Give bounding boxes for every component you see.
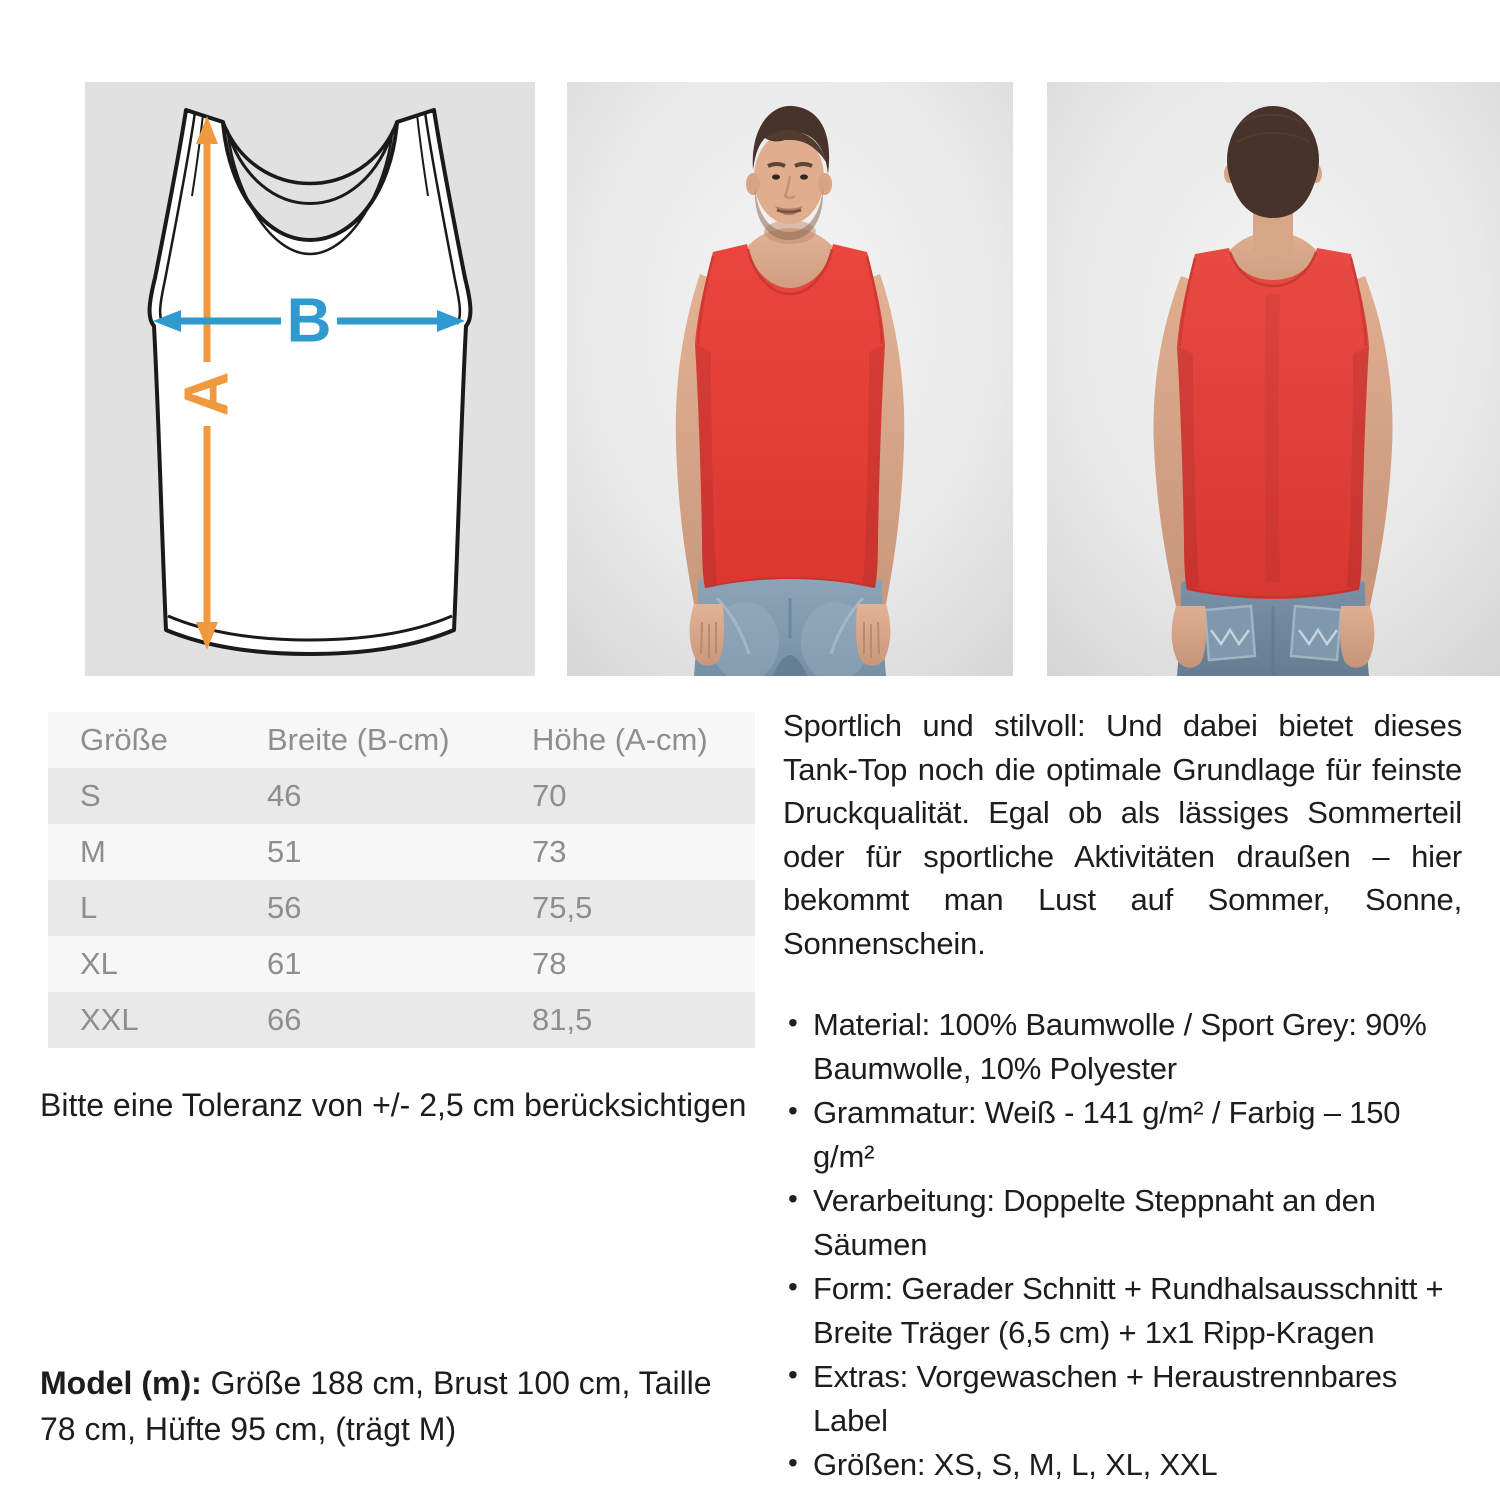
size-cell: XXL: [80, 1002, 139, 1037]
feature-item-material: • Material: 100% Baumwolle / Sport Grey: 90% Baumwolle, 10% Polyester: [783, 1003, 1462, 1091]
hoehe-cell: 78: [532, 946, 567, 981]
hoehe-cell: 73: [532, 834, 567, 869]
table-row: [48, 824, 755, 880]
table-row: [48, 880, 755, 936]
breite-cell: 46: [267, 778, 302, 813]
size-cell: M: [80, 834, 106, 869]
right-hand: [1340, 606, 1374, 668]
feature-item-verarbeitung: • Verarbeitung: Doppelte Steppnaht an den Säumen: [783, 1179, 1462, 1267]
breite-cell: 61: [267, 946, 302, 981]
model-info-text: Größe 188 cm, Brust 100 cm, Taille 78 cm, Hüfte 95 cm, (trägt M): [40, 1365, 712, 1447]
tank-top-front: [695, 244, 885, 588]
tolerance-note: Bitte eine Toleranz von +/- 2,5 cm berücksichtigen: [40, 1087, 747, 1123]
col-header-breite: Breite (B-cm): [267, 722, 450, 757]
hoehe-cell: 75,5: [532, 890, 593, 925]
left-eye: [772, 174, 780, 179]
feature-item-form: • Form: Gerader Schnitt + Rundhalsausschnitt + Breite Träger (6,5 cm) + 1x1 Ripp-Kragen: [783, 1267, 1462, 1355]
product-description: Sportlich und stilvoll: Und dabei bietet dieses Tank-Top noch die optimale Grundlage für feinste Druckqualität. Egal ob als lässiges Sommerteil oder für sportliche Aktivitäten draußen – hier bekommt man Lust auf Sommer, Sonne, Sonnenschein.: [783, 708, 1462, 961]
right-eyebrow: [795, 164, 812, 166]
hoehe-cell: 81,5: [532, 1002, 593, 1037]
hoehe-cell: 70: [532, 778, 567, 813]
feature-list: [783, 1003, 1462, 1487]
size-info-column: [40, 712, 755, 1452]
breite-cell: 51: [267, 834, 302, 869]
collar-back-band: [227, 130, 393, 204]
left-hand: [1172, 606, 1206, 668]
breite-cell: 56: [267, 890, 302, 925]
table-row: [48, 936, 755, 992]
size-table-header-row: [48, 712, 755, 768]
right-hand: [856, 604, 890, 666]
model-back-illustration: [1047, 82, 1500, 676]
size-cell: L: [80, 890, 98, 925]
model-front-illustration: [567, 82, 1013, 676]
size-cell: S: [80, 778, 101, 813]
feature-item-grammatur: • Grammatur: Weiß - 141 g/m² / Farbig – 150 g/m²: [783, 1091, 1462, 1179]
right-eye: [800, 174, 808, 179]
left-hand: [690, 604, 724, 666]
col-header-groesse: Größe: [80, 722, 168, 757]
table-row: [48, 992, 755, 1048]
left-eyebrow: [768, 164, 785, 166]
tank-top-measurement-diagram: [85, 82, 535, 676]
model-front-photo: [567, 82, 1013, 676]
right-ear: [818, 173, 832, 195]
model-info-label: Model (m):: [40, 1365, 202, 1401]
feature-item-extras: • Extras: Vorgewaschen + Heraustrennbares Label: [783, 1355, 1462, 1443]
description-column: [783, 704, 1462, 1487]
breite-cell: 66: [267, 1002, 302, 1037]
size-table: [48, 712, 755, 1048]
col-header-hoehe: Höhe (A-cm): [532, 722, 708, 757]
size-cell: XL: [80, 946, 118, 981]
measurement-label-a: A: [172, 371, 242, 417]
model-info: [40, 1360, 755, 1452]
feature-item-groessen: • Größen: XS, S, M, L, XL, XXL: [783, 1443, 1462, 1487]
table-row: [48, 768, 755, 824]
size-diagram-panel: [85, 82, 535, 676]
spine-shadow: [1272, 294, 1274, 582]
model-back-photo: [1047, 82, 1500, 676]
measurement-label-b: B: [286, 286, 332, 356]
left-ear: [746, 173, 760, 195]
